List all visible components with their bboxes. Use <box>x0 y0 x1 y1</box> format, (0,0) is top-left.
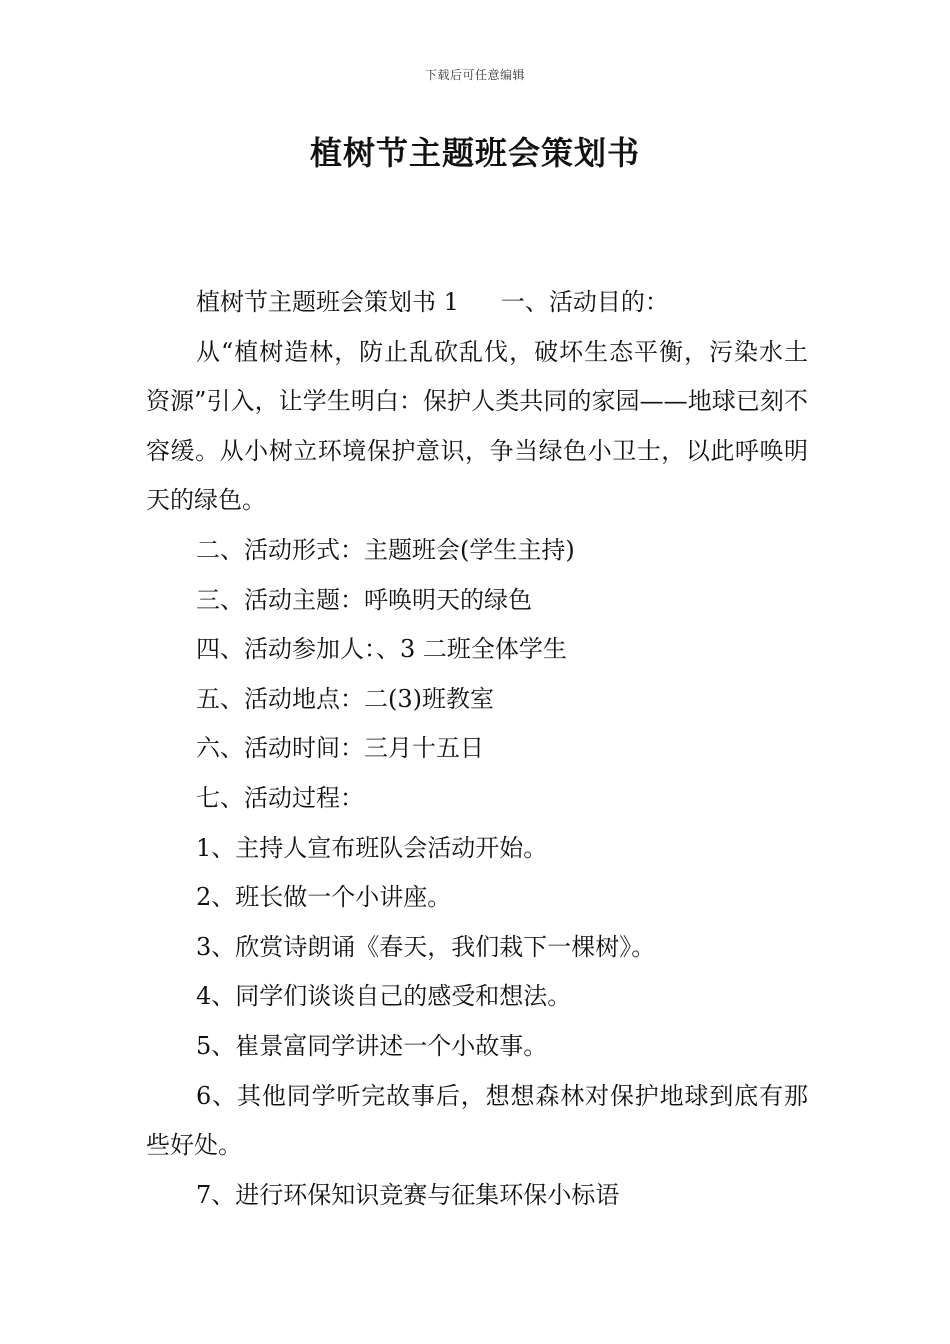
doc-label: 植树节主题班会策划书 1 <box>196 288 459 316</box>
document-title: 植树节主题班会策划书 <box>309 134 640 172</box>
paragraph-location: 五、活动地点：二(3)班教室 <box>196 684 494 713</box>
paragraph-process-heading: 七、活动过程： <box>196 783 364 812</box>
paragraph-time: 六、活动时间：三月十五日 <box>196 734 484 763</box>
intro-line <box>146 278 808 328</box>
section-heading-purpose: 一、活动目的： <box>500 288 669 316</box>
list-item: 6、其他同学听完故事后，想想森林对保护地球到底有那些好处。 <box>146 1081 808 1160</box>
paragraph-participants: 四、活动参加人：、3 二班全体学生 <box>196 635 567 664</box>
header-note: 下载后可任意编辑 <box>424 68 525 82</box>
paragraph-form: 二、活动形式：主题班会(学生主持) <box>196 535 575 564</box>
list-item: 2、班长做一个小讲座。 <box>196 883 452 912</box>
document-body <box>146 278 808 1220</box>
list-item: 5、崔景富同学讲述一个小故事。 <box>196 1031 548 1060</box>
list-item: 1、主持人宣布班队会活动开始。 <box>196 833 548 862</box>
paragraph-purpose: 从“植树造林，防止乱砍乱伐，破坏生态平衡，污染水土资源”引入，让学生明白：保护人类共同的家园——地球已刻不容缓。从小树立环境保护意识，争当绿色小卫士，以此呼唤明天的绿色。 <box>146 337 808 515</box>
list-item: 7、进行环保知识竞赛与征集环保小标语 <box>196 1180 620 1209</box>
list-item: 3、欣赏诗朗诵《春天，我们栽下一棵树》。 <box>196 932 656 961</box>
list-item: 4、同学们谈谈自己的感受和想法。 <box>196 982 572 1011</box>
paragraph-theme: 三、活动主题：呼唤明天的绿色 <box>196 585 532 614</box>
